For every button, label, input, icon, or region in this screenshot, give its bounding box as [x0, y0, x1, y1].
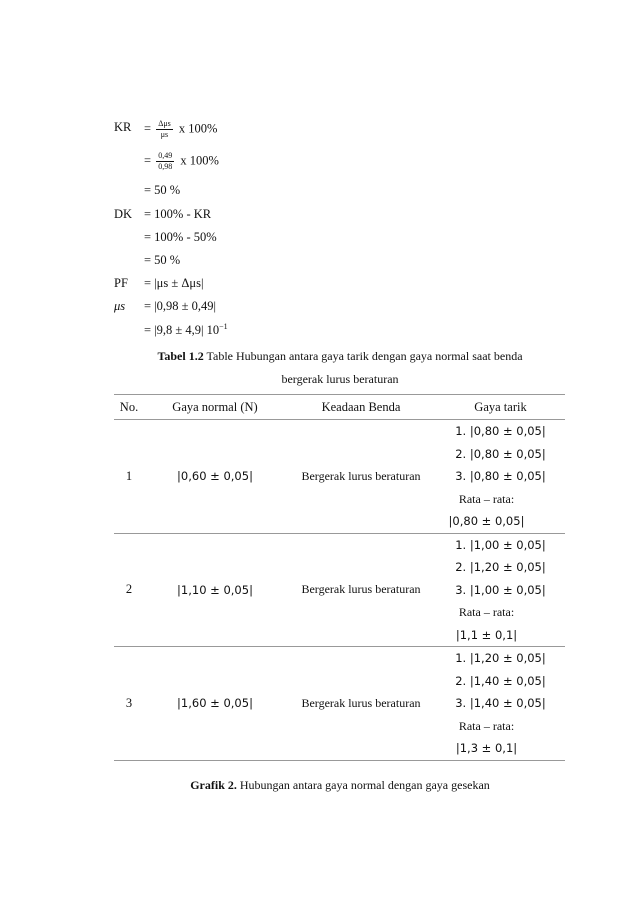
- cell-keadaan: Bergerak lurus beraturan: [286, 533, 436, 647]
- eq-kr-2: [144, 152, 219, 171]
- tarik-item: 2. |1,40 ± 0,05|: [455, 673, 546, 688]
- header-gaya-normal: Gaya normal (N): [144, 395, 286, 420]
- tarik-item: 1. |1,20 ± 0,05|: [455, 651, 546, 665]
- table-caption: [100, 349, 580, 364]
- tarik-rata-label: Rata – rata:: [458, 605, 515, 619]
- cell-no: 2: [114, 533, 144, 647]
- tarik-item: 1. |1,00 ± 0,05|: [455, 537, 546, 552]
- tarik-item: 2. |0,80 ± 0,05|: [455, 446, 546, 461]
- data-table: [114, 394, 565, 761]
- table-row: [114, 647, 565, 761]
- table-caption-line2: bergerak lurus beraturan: [281, 372, 399, 386]
- tarik-rata-value: |1,1 ± 0,1|: [455, 627, 518, 642]
- cell-keadaan: Bergerak lurus beraturan: [286, 647, 436, 761]
- tarik-item: 3. |0,80 ± 0,05|: [455, 469, 546, 483]
- eq-kr-fraction: [156, 120, 173, 139]
- table-header-row: [114, 395, 565, 420]
- tarik-item: 3. |1,00 ± 0,05|: [455, 582, 546, 597]
- eq-pf-label: PF: [114, 276, 128, 290]
- graph-caption: [100, 778, 580, 793]
- eq-pf-text: = |μs ± Δμs|: [144, 276, 204, 290]
- eq-kr-label: KR: [114, 120, 132, 134]
- tarik-item: 3. |1,40 ± 0,05|: [455, 696, 546, 710]
- graph-caption-text: Hubungan antara gaya normal dengan gaya gesekan: [236, 778, 490, 792]
- eq-dk-2: = 100% - 50%: [144, 230, 217, 244]
- eq-kr-denominator: μs: [160, 130, 169, 139]
- eq-mus2-exponent: −1: [219, 322, 228, 331]
- eq-kr-numerator: Δμs: [158, 119, 171, 128]
- graph-caption-label: Grafik 2.: [190, 778, 237, 792]
- tarik-item: 2. |1,20 ± 0,05|: [455, 560, 546, 574]
- tarik-item: 1. |0,80 ± 0,05|: [455, 424, 546, 438]
- eq-kr-tail: x 100%: [178, 121, 218, 136]
- eq-kr2-denominator: 0,98: [158, 162, 173, 171]
- table-caption-label: Tabel 1.2: [157, 349, 204, 363]
- cell-gaya-tarik: [436, 533, 565, 647]
- tarik-rata-label: Rata – rata:: [458, 491, 515, 506]
- eq-kr-3: = 50 %: [144, 183, 181, 197]
- eq-mus-2: [144, 322, 228, 338]
- eq-kr2-tail: x 100%: [180, 153, 219, 168]
- cell-gaya-normal: |1,60 ± 0,05|: [144, 647, 286, 761]
- eq-dk-text: = 100% - KR: [144, 207, 212, 221]
- cell-no: 3: [114, 647, 144, 761]
- cell-gaya-normal: |1,10 ± 0,05|: [144, 533, 286, 647]
- eq-kr2-numerator: 0,49: [158, 151, 173, 160]
- eq-dk-label: DK: [114, 207, 133, 221]
- cell-gaya-normal: |0,60 ± 0,05|: [144, 420, 286, 534]
- header-gaya-tarik: Gaya tarik: [436, 395, 565, 420]
- table-row: [114, 420, 565, 534]
- tarik-rata-value: |0,80 ± 0,05|: [448, 514, 525, 528]
- eq-kr-equals: =: [144, 121, 152, 136]
- eq-kr2-equals: =: [144, 153, 152, 168]
- cell-no: 1: [114, 420, 144, 534]
- eq-kr2-fraction: [156, 152, 174, 171]
- header-keadaan-benda: Keadaan Benda: [286, 395, 436, 420]
- cell-gaya-tarik: [436, 420, 565, 534]
- header-no: No.: [114, 395, 144, 420]
- tarik-rata-value: |1,3 ± 0,1|: [455, 741, 518, 755]
- eq-mus-text: = |0,98 ± 0,49|: [144, 299, 217, 313]
- eq-dk-3: = 50 %: [144, 253, 181, 267]
- eq-mus2-text: = |9,8 ± 4,9| 10: [144, 323, 220, 338]
- table-caption-text: Table Hubungan antara gaya tarik dengan gaya normal saat benda: [203, 349, 523, 363]
- cell-keadaan: Bergerak lurus beraturan: [286, 420, 436, 534]
- tarik-rata-label: Rata – rata:: [458, 718, 515, 733]
- table-row: [114, 533, 565, 647]
- cell-gaya-tarik: [436, 647, 565, 761]
- eq-mus-label: μs: [114, 299, 126, 313]
